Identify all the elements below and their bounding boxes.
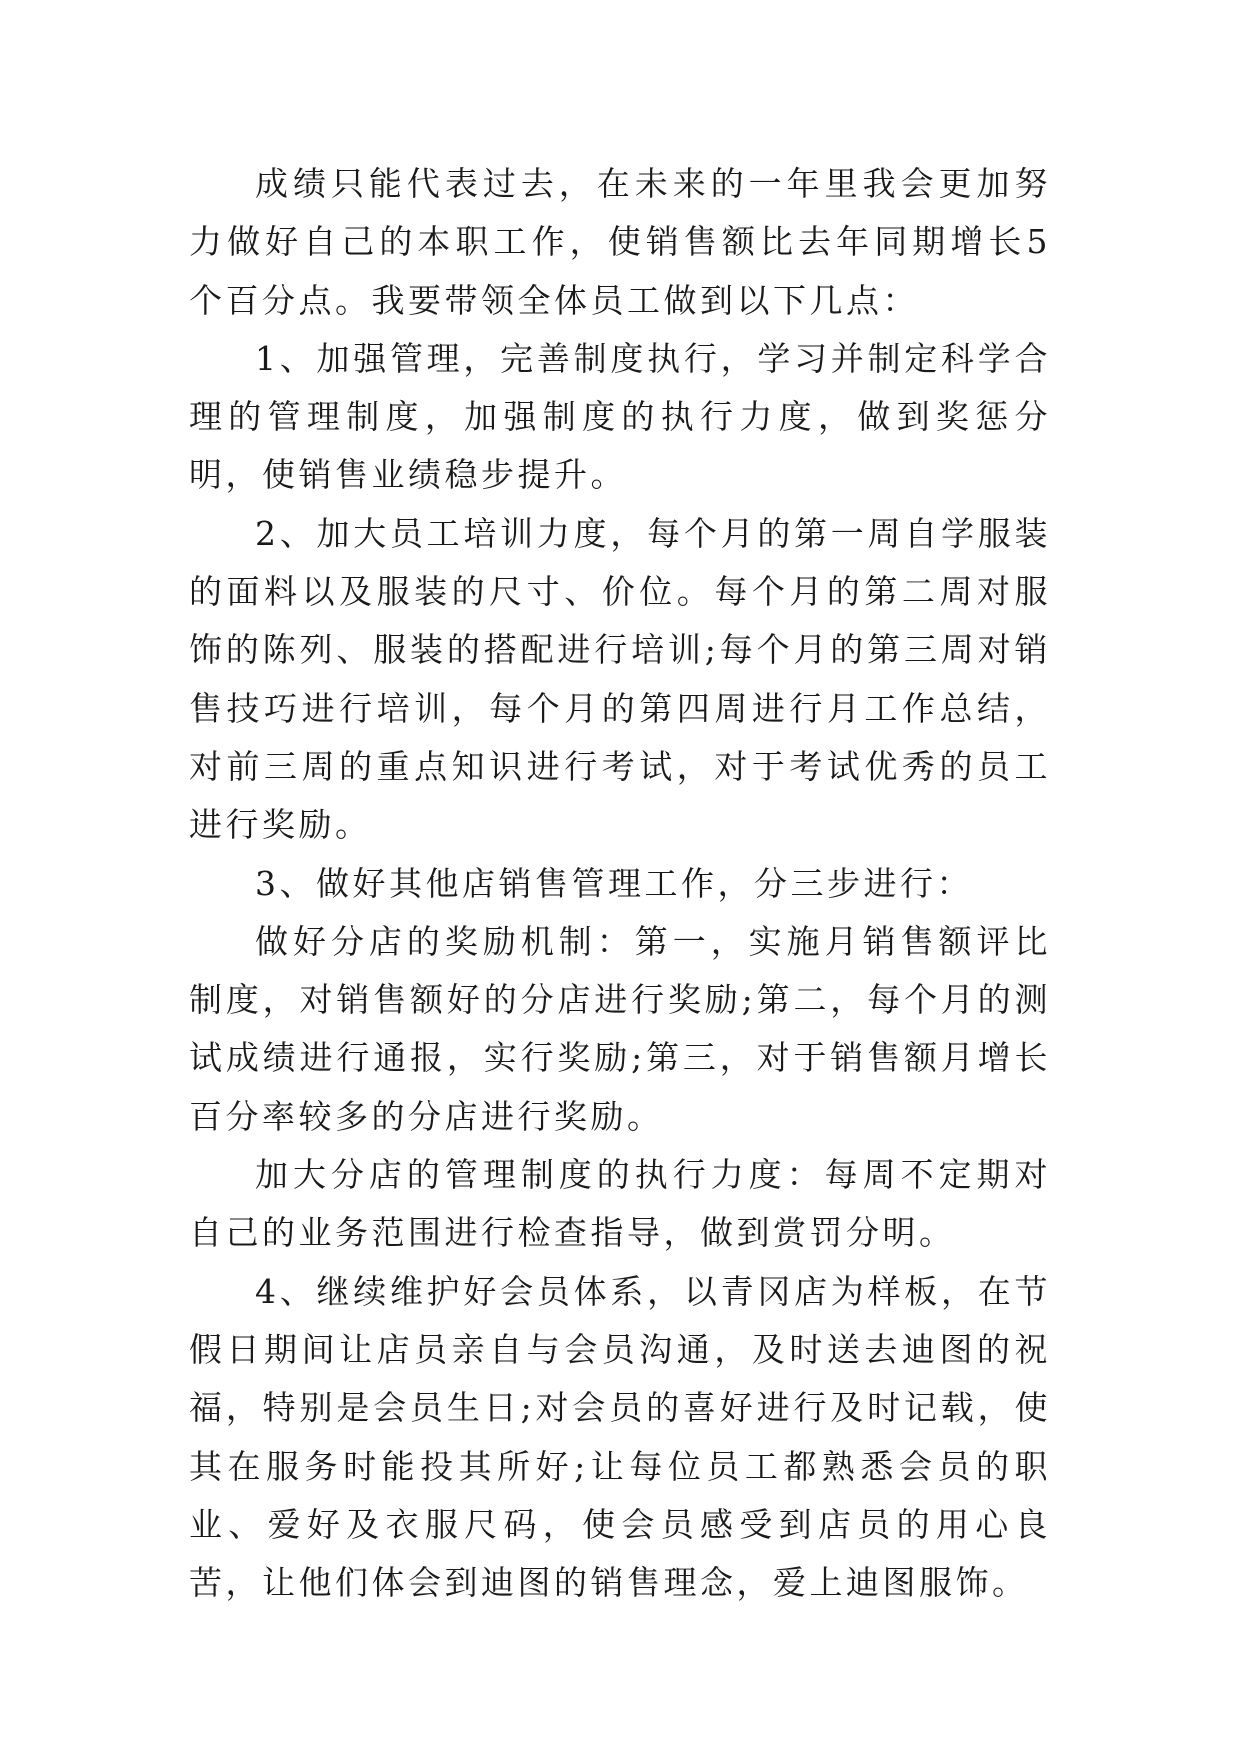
paragraph-enforcement: 加大分店的管理制度的执行力度：每周不定期对自己的业务范围进行检查指导，做到赏罚分明。 xyxy=(189,1155,1051,1253)
paragraph-goal: 成绩只能代表过去，在未来的一年里我会更加努力做好自己的本职工作，使销售额比去年同期增长5个百分点。我要带领全体员工做到以下几点： xyxy=(189,164,1051,320)
document-body xyxy=(189,155,1051,1612)
paragraph-management: 1、加强管理，完善制度执行，学习并制定科学合理的管理制度，加强制度的执行力度，做到奖惩分明，使销售业绩稳步提升。 xyxy=(189,338,1051,495)
paragraph-branch-management: 3、做好其他店销售管理工作，分三步进行： xyxy=(255,863,973,903)
paragraph-training: 2、加大员工培训力度，每个月的第一周自学服装的面料以及服装的尺寸、价位。每个月的第二周对服饰的陈列、服装的搭配进行培训;每个月的第三周对销售技巧进行培训，每个月的第四周进行月工作总结，对前三周的重点知识进行考试，对于考试优秀的员工进行奖励。 xyxy=(189,513,1051,845)
paragraph-reward-mechanism: 做好分店的奖励机制：第一，实施月销售额评比制度，对销售额好的分店进行奖励;第二，每个月的测试成绩进行通报，实行奖励;第三，对于销售额月增长百分率较多的分店进行奖励。 xyxy=(189,921,1051,1136)
paragraph-membership: 4、继续维护好会员体系，以青冈店为样板，在节假日期间让店员亲自与会员沟通，及时送去迪图的祝福，特别是会员生日;对会员的喜好进行及时记载，使其在服务时能投其所好;让每位员工都熟悉会员的职业、爱好及衣服尺码，使会员感受到店员的用心良苦，让他们体会到迪图的销售理念，爱上迪图服饰。 xyxy=(189,1271,1051,1603)
